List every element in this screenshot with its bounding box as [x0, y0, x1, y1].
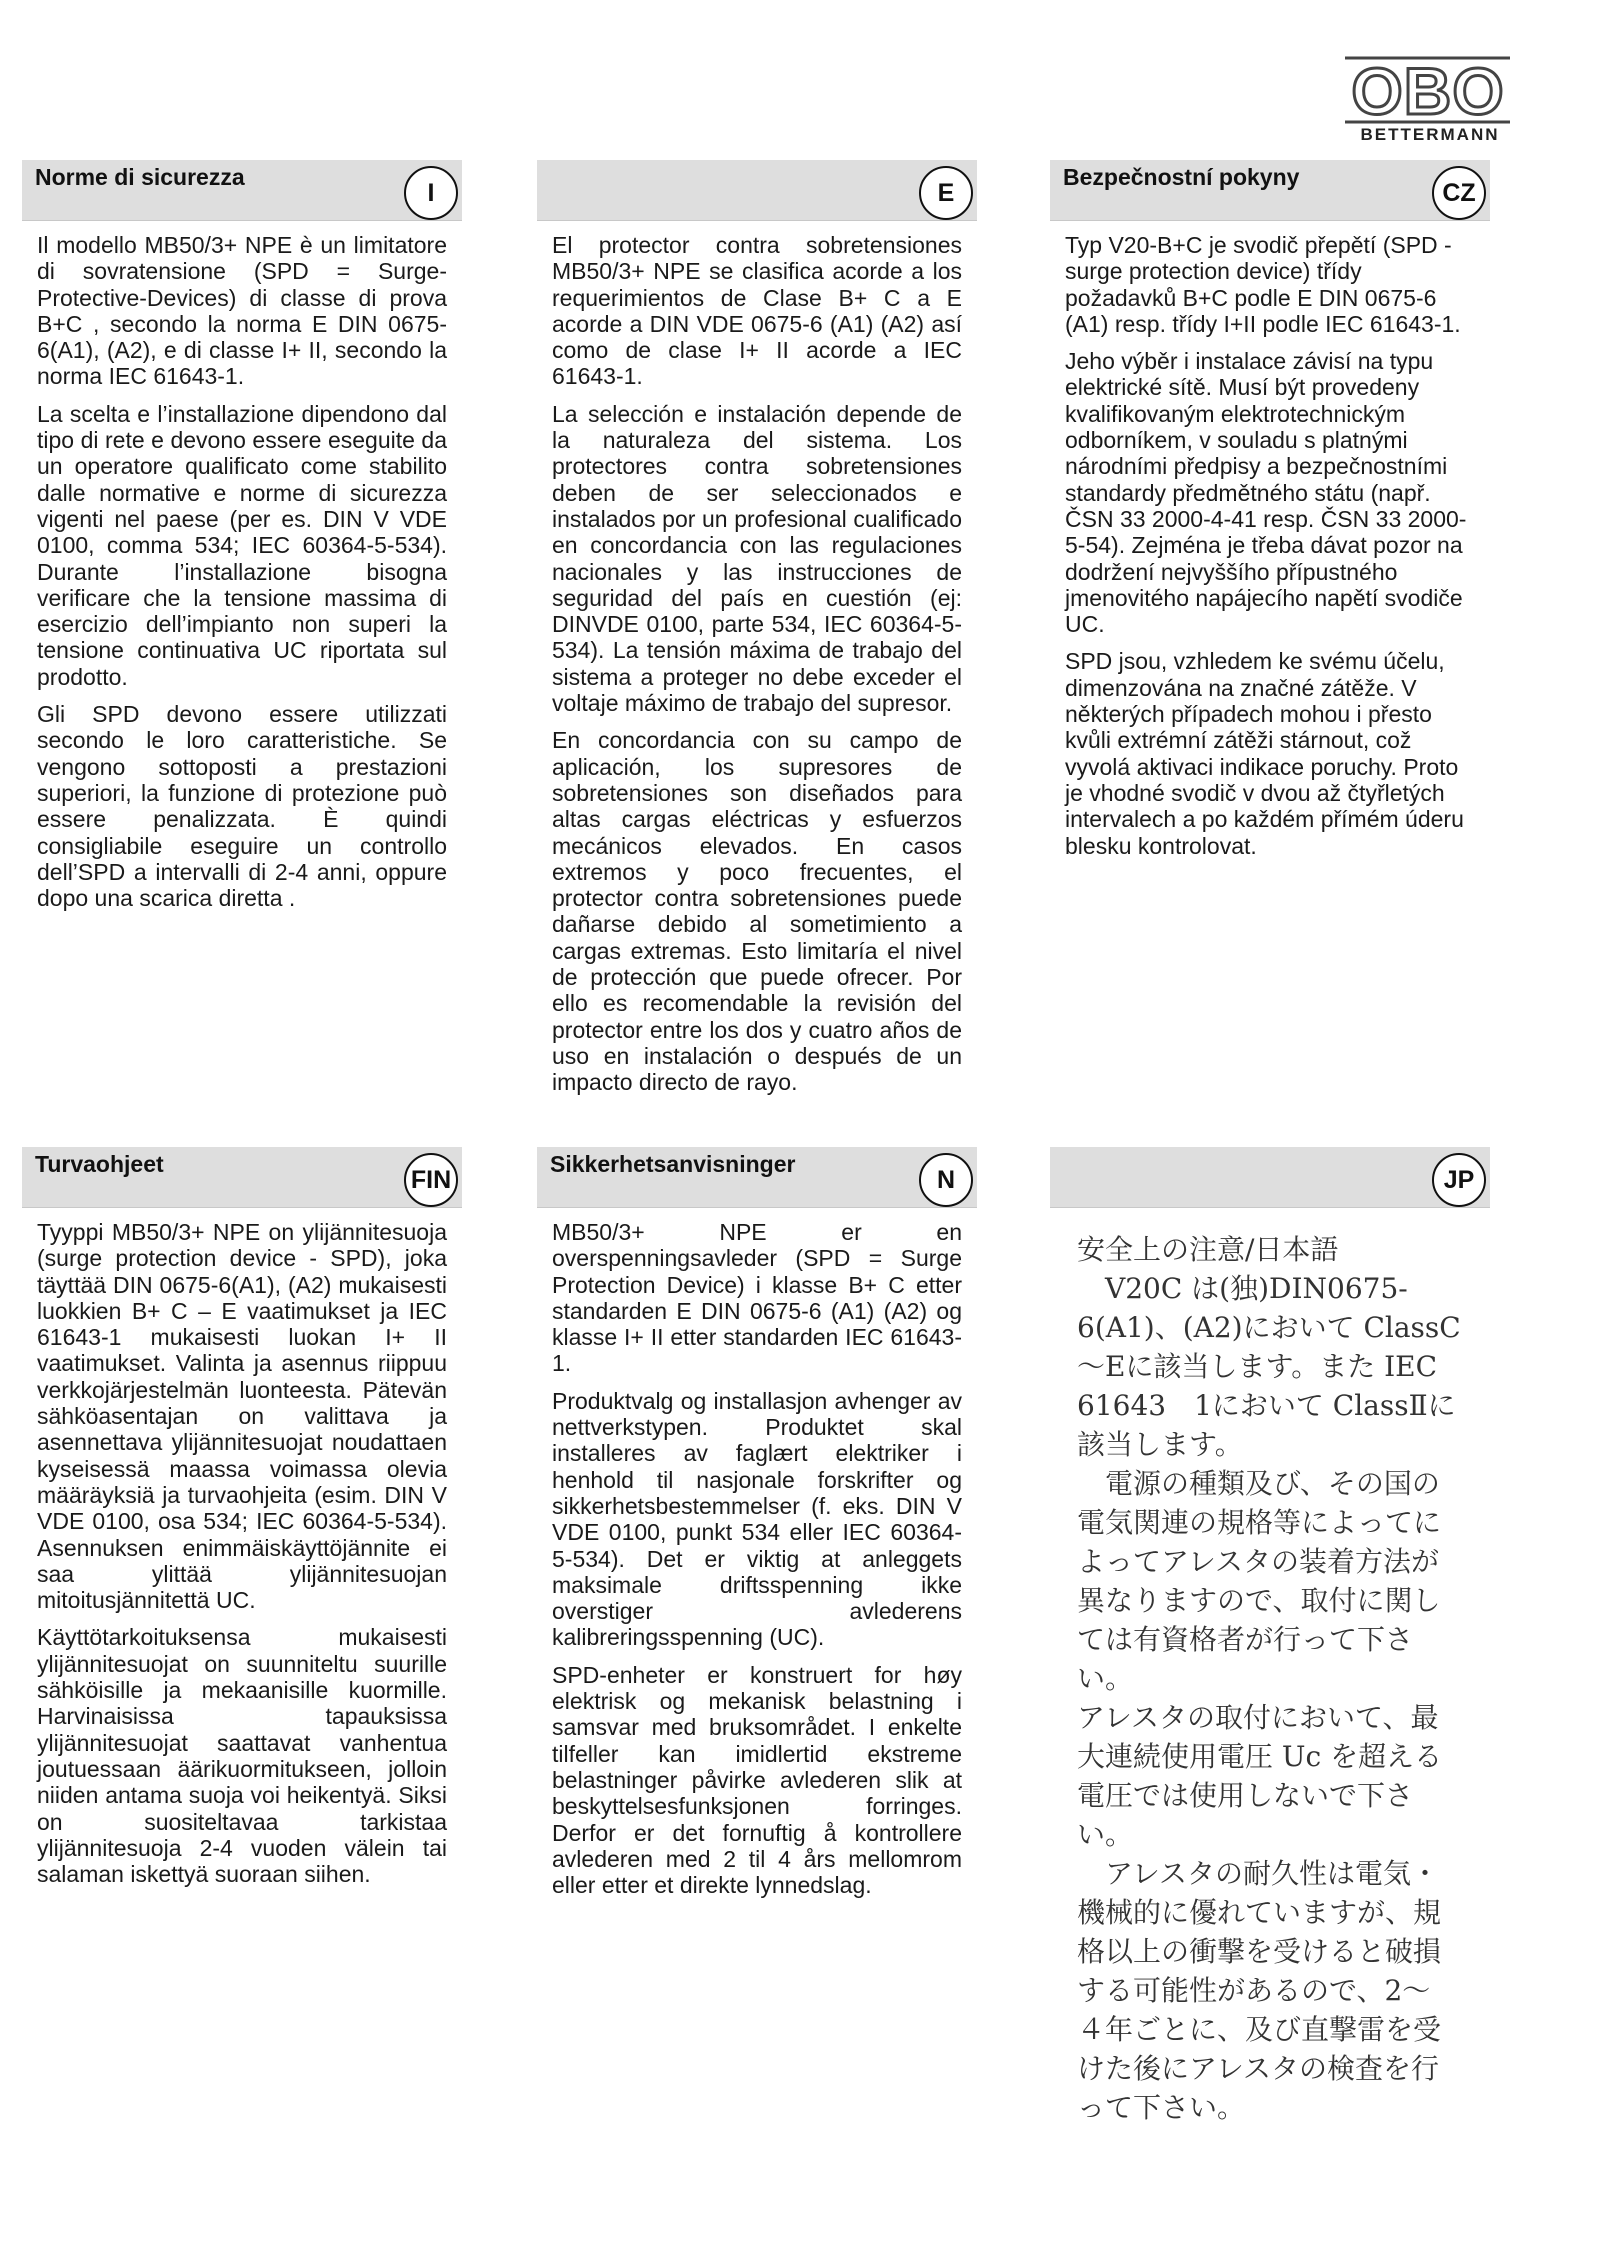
section-title: Norme di sicurezza: [35, 164, 245, 190]
text-line: 電気関連の規格等によってに: [1077, 1506, 1442, 1539]
text-line: 61643 1において ClassⅡに: [1077, 1389, 1456, 1422]
text-line: 安全上の注意/日本語: [1077, 1233, 1339, 1266]
language-badge: FIN: [404, 1153, 458, 1207]
paragraph: El protector contra sobretensiones MB50/3+ NPE se clasifica acorde a los requerimientos de Clase B+ C a E acorde a DIN VDE 0675-6 (A1) (A2) así como de clase I+ II acorde a IEC 61643-1.: [552, 232, 962, 390]
logo-subtitle: BETTERMANN: [1360, 125, 1500, 144]
paragraph: Käyttötarkoituksensa mukaisesti ylijännitesuojat on suunniteltu suurille sähköisille ja mekaanisille kuormille. Harvinaisissa tapauksissa ylijännitesuojat saattavat vanhentua joutuessaan äärikuormitukseen, jolloin niiden antama suoja voi heikentyä. Siksi on suositeltavaa tarkistaa ylijännitesuoja 2-4 vuoden välein tai salaman iskettyä suoraan siihen.: [37, 1624, 447, 1888]
section-norwegian: [537, 1147, 977, 1909]
text-line: 該当します。: [1077, 1428, 1243, 1461]
paragraph: MB50/3+ NPE er en overspenningsavleder (SPD = Surge Protection Device) i klasse B+ C etter standarden E DIN 0675-6 (A1) (A2) og klasse I+ II etter standarden IEC 61643-1.: [552, 1219, 962, 1377]
language-badge: JP: [1432, 1153, 1486, 1207]
text-line: 電源の種類及び、その国の: [1077, 1467, 1440, 1500]
section-header: [1050, 1147, 1490, 1208]
text-line: ては有資格者が行って下さ: [1077, 1623, 1414, 1656]
text-line: 格以上の衝撃を受けると破損: [1077, 1935, 1442, 1968]
text-line: 6(A1)、(A2)において ClassC: [1077, 1311, 1461, 1344]
paragraph: La selección e instalación depende de la naturaleza del sistema. Los protectores contra sobretensiones deben de ser seleccionados e instalados por un profesional cualificado en concordancia con las regulaciones nacionales y las instrucciones de seguridad del país en cuestión (ej: DINVDE 0100, parte 534, IEC 60364-5-534). La tensión máxima de trabajo del sistema a proteger no debe exceder el voltaje máximo de trabajo del supresor.: [552, 400, 962, 717]
section-title: Turvaohjeet: [35, 1151, 164, 1177]
paragraph: Il modello MB50/3+ NPE è un limitatore di sovratensione (SPD = Surge- Protective-Devices) di classe di prova B+C , secondo la norma E DIN 0675-6(A1), (A2), e di classe I+ II, secondo la norma IEC 61643-1.: [37, 232, 447, 390]
section-italian: [22, 160, 462, 922]
text-line: 異なりますので、取付に関し: [1077, 1584, 1441, 1617]
paragraph: Tyyppi MB50/3+ NPE on ylijännitesuoja (surge protection device - SPD), joka täyttää DIN 0675-6(A1), (A2) mukaisesti luokkien B+ C – E vaatimukset ja IEC 61643-1 mukaisesti luokan I+ II vaatimukset. Valinta ja asennus riippuu verkkojärjestelmän luonteesta. Pätevän sähköasentajan on valittava ja asennettava ylijännitesuojat noudattaen kyseisessä maassa voimassa olevia määräyksiä ja turvaohjeita (esim. DIN V VDE 0100, osa 534; IEC 60364-5-534). Asennuksen enimmäiskäyttöjännite ei saa ylittää ylijännitesuojan mitoitusjännitettä UC.: [37, 1219, 447, 1614]
section-body: [537, 221, 977, 1096]
text-line: い。: [1077, 1818, 1134, 1851]
section-title: Bezpečnostní pokyny: [1063, 164, 1300, 190]
text-line: 大連続使用電圧 Uc を超える: [1077, 1740, 1443, 1773]
text-line: ～Eに該当します。また IEC: [1077, 1350, 1438, 1383]
section-body: [1050, 221, 1490, 859]
paragraph: Jeho výběr i instalace závisí na typu elektrické sítě. Musí být provedeny kvalifikovaným elektrotechnickým odborníkem, v souladu s platnými národními předpisy a bezpečnostními standardy předmětného státu (např. ČSN 33 2000-4-41 resp. ČSN 33 2000-5-54). Zejména je třeba dávat pozor na dodržení nejvyššího přípustného jmenovitého napájecího napětí svodiče UC.: [1065, 348, 1467, 638]
section-header: [22, 160, 462, 221]
section-japanese: [1050, 1147, 1490, 2127]
text-line: する可能性があるので、2～: [1077, 1974, 1431, 2007]
text-line: よってアレスタの装着方法が: [1077, 1545, 1440, 1578]
section-finnish: [22, 1147, 462, 1898]
section-header: [1050, 160, 1490, 221]
text-line: アレスタの耐久性は電気・: [1077, 1857, 1440, 1890]
text-line: って下さい。: [1077, 2091, 1246, 2124]
paragraph: Gli SPD devono essere utilizzati secondo le loro caratteristiche. Se vengono sottoposti a prestazioni superiori, la funzione di protezione può essere penalizzata. È quindi consigliabile eseguire un controllo dell’SPD a intervalli di 2-4 anni, oppure dopo una scarica diretta .: [37, 701, 447, 912]
text-line: けた後にアレスタの検査を行: [1077, 2052, 1440, 2085]
language-badge: N: [919, 1153, 973, 1207]
section-czech: [1050, 160, 1490, 870]
paragraph: En concordancia con su campo de aplicación, los supresores de sobretensiones son diseñados para altas cargas eléctricas y esfuerzos mecánicos elevados. En casos extremos y poco frecuentes, el protector contra sobretensiones puede dañarse debido al sometimiento a cargas extremas. Esto limitaría el nivel de protección que puede ofrecer. Por ello es recomendable la revisión del protector entre los dos y cuatro años de uso en instalación o después de un impacto directo de rayo.: [552, 727, 962, 1096]
section-body: [22, 221, 462, 911]
section-header: [537, 160, 977, 221]
section-body: [537, 1208, 977, 1898]
text-line: ４年ごとに、及び直撃雷を受: [1077, 2013, 1442, 2046]
paragraph: La scelta e l’installazione dipendono dal tipo di rete e devono essere eseguite da un operatore qualificato come stabilito dalle normative e norme di sicurezza vigenti nel paese (per es. DIN V VDE 0100, comma 534; IEC 60364-5-534). Durante l’installazione bisogna verificare che la tensione massima di esercizio dell’impianto non superi la tensione continuativa UC riportata sul prodotto.: [37, 400, 447, 690]
language-badge: CZ: [1432, 166, 1486, 220]
section-spanish: [537, 160, 977, 1142]
paragraph: SPD-enheter er konstruert for høy elektrisk og mekanisk belastning i samsvar med bruksområdet. I enkelte tilfeller kan imidlertid ekstreme belastninger påvirke avlederen slik at beskyttelsesfunksjonen forringes. Derfor er det fornuftig å kontrollere avlederen med 2 til 4 års mellomrom eller etter et direkte lynnedslag.: [552, 1661, 962, 1899]
text-line: 機械的に優れていますが、規: [1077, 1896, 1442, 1929]
section-header: [537, 1147, 977, 1208]
section-body: [1050, 1208, 1490, 2127]
text-line: V20C は(独)DIN0675-: [1077, 1272, 1408, 1305]
paragraph: Produktvalg og installasjon avhenger av nettverkstypen. Produktet skal installeres av faglært elektriker i henhold til nasjonale forskrifter og sikkerhetsbestemmelser (f. eks. DIN V VDE 0100, punkt 534 eller IEC 60364-5-534). Det er viktig at anleggets maksimale driftsspenning ikke overstiger avlederens kalibreringsspenning (UC).: [552, 1387, 962, 1651]
section-header: [22, 1147, 462, 1208]
section-body: [22, 1208, 462, 1887]
paragraph: Typ V20-B+C je svodič přepětí (SPD - surge protection device) třídy požadavků B+C podle E DIN 0675-6 (A1) resp. třídy I+II podle IEC 61643-1.: [1065, 232, 1461, 337]
text-line: 電圧では使用しないで下さ: [1077, 1779, 1414, 1812]
language-badge: I: [404, 166, 458, 220]
language-badge: E: [919, 166, 973, 220]
logo-text: OBO: [1351, 54, 1505, 128]
text-line: アレスタの取付において、最: [1077, 1701, 1439, 1734]
text-line: い。: [1077, 1662, 1134, 1695]
obo-logo-mark: [1340, 50, 1515, 130]
section-title: Sikkerhetsanvisninger: [550, 1151, 796, 1177]
paragraph: SPD jsou, vzhledem ke svému účelu, dimenzována na značné zátěže. V některých případech mohou i přesto kvůli extrémní zátěži stárnout, což vyvolá aktivaci indikace poruchy. Proto je vhodné svodič v dvou až čtyřletých intervalech a po každém přímém úderu blesku kontrolovat.: [1065, 648, 1464, 859]
